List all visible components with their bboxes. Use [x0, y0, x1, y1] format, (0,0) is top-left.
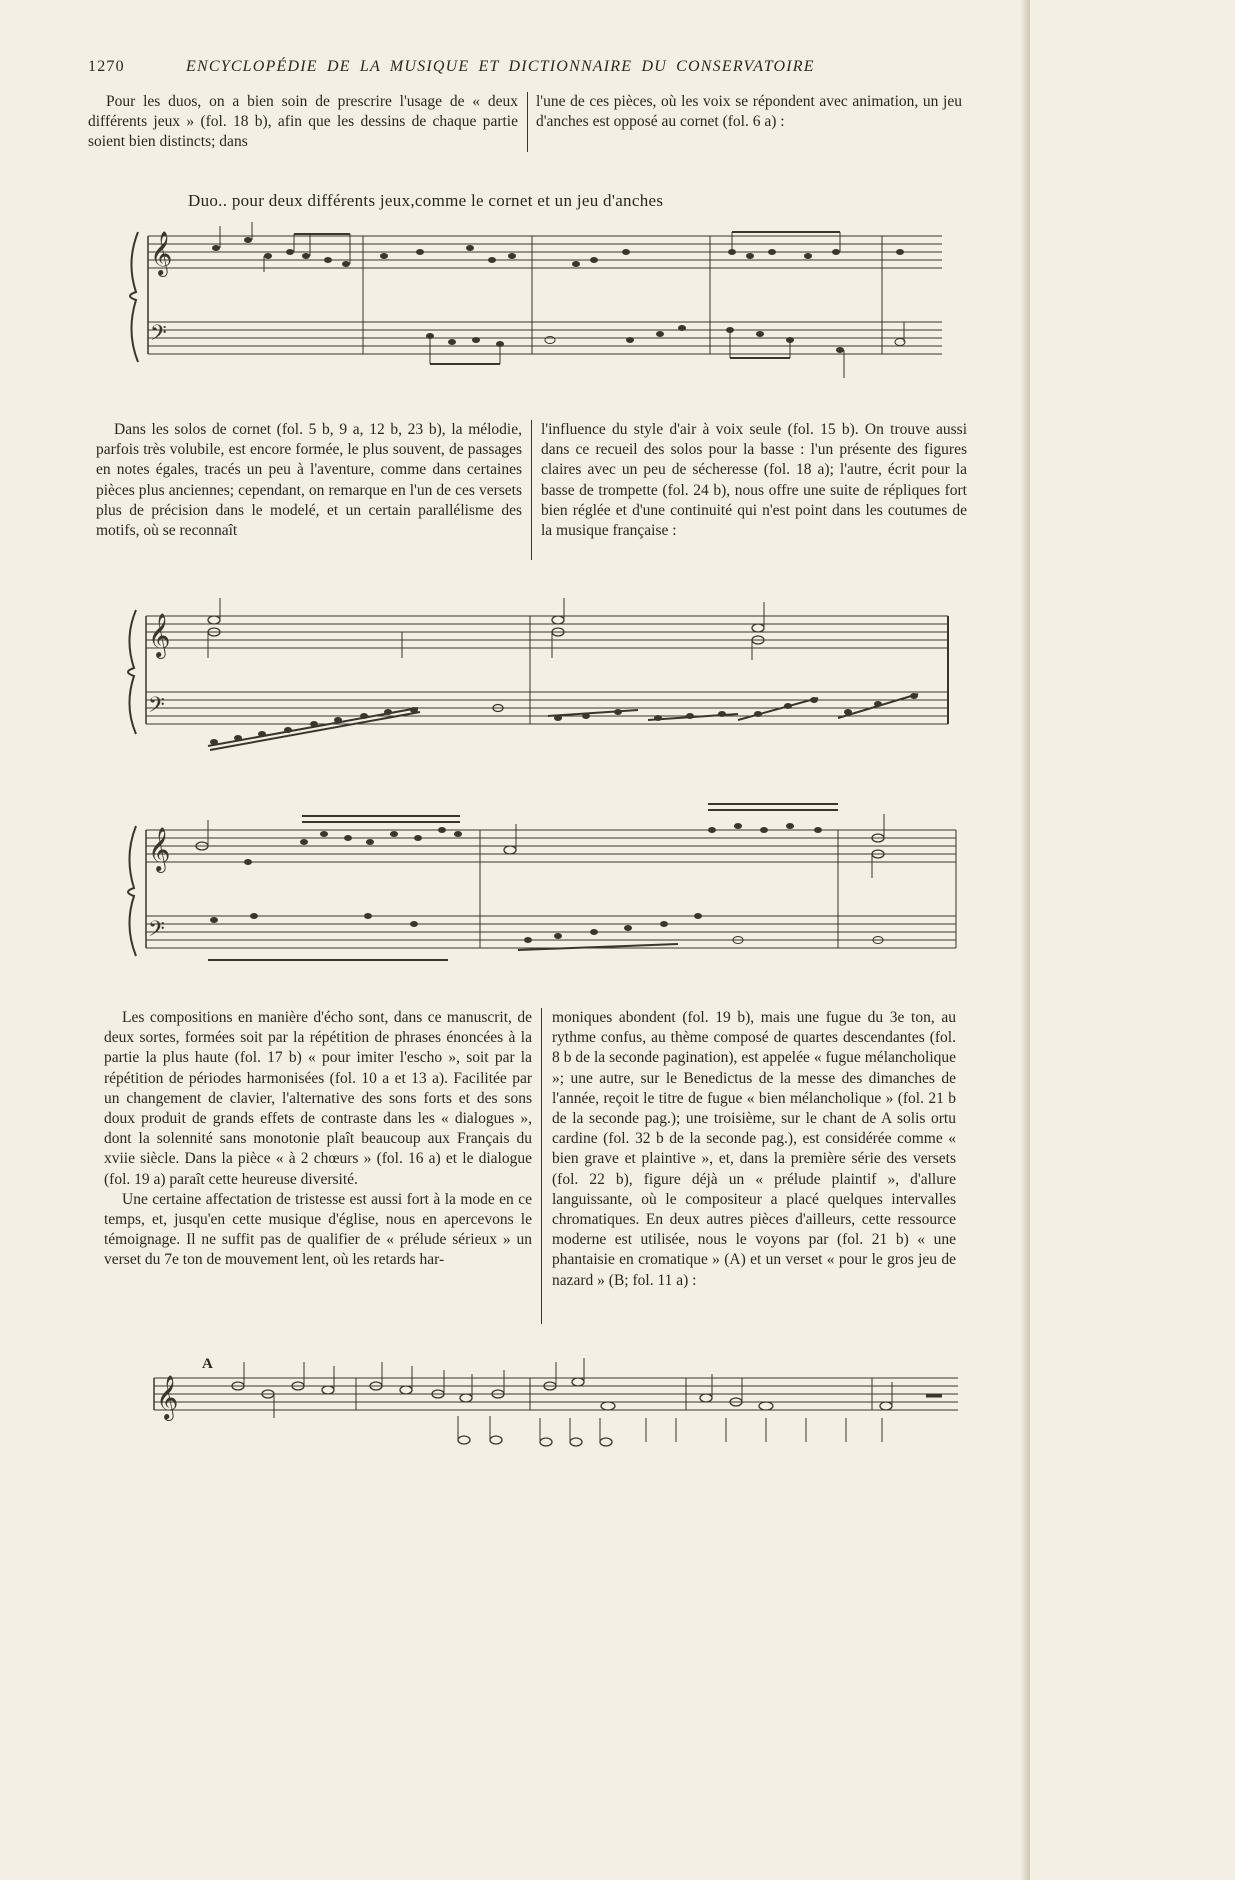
column-rule [527, 92, 528, 152]
text-block-3-left [104, 1008, 532, 1271]
paragraph: Les compositions en manière d'écho sont, dans ce manuscrit, de deux sortes, formées soit par la répétition de phrases énoncées à la partie la plus haute (fol. 17 b) « pour imiter l'escho », soit par la répétition de périodes harmonisées (fol. 10 a et 13 a). Facilitée par un changement de clavier, l'alternative des sons forts et des sons doux produit de grands effets de contraste dans les « dialogues », dont la solennité sans monotonie plaît beaucoup aux Français du xviie siècle. Dans la pièce « à 2 chœurs » (fol. 16 a) et le dialogue (fol. 19 a) paraît cette heureuse diversité. [104, 1009, 532, 1188]
score-chromatic-fantasy [146, 1356, 966, 1452]
treble-clef-icon: 𝄞 [148, 613, 171, 657]
paragraph: l'une de ces pièces, où les voix se répondent avec animation, un jeu d'anches est opposé au cornet (fol. 6 a) : [536, 93, 962, 131]
column-rule [531, 420, 532, 560]
text-block-1-left [88, 92, 518, 153]
score-duo [120, 222, 950, 382]
text-block-3-right [552, 1008, 956, 1291]
music-example-2 [118, 598, 953, 758]
music-example-3 [118, 800, 958, 968]
brace-icon [128, 610, 136, 734]
music-example-4 [146, 1356, 966, 1452]
score-bass-solo-2 [118, 800, 958, 968]
score-bass-solo-1 [118, 598, 953, 758]
text-block-2-right [541, 420, 967, 541]
column-rule [541, 1008, 542, 1324]
example-label: A [202, 1356, 213, 1372]
paragraph: Une certaine affectation de tristesse est aussi fort à la mode en ce temps, et, jusqu'en cette musique d'église, nous en apercevons le témoignage. Il ne suffit pas de qualifier de « prélude sérieux » un verset du 7e ton de mouvement lent, où les retards har- [104, 1190, 532, 1269]
music-example-caption: Duo.. pour deux différents jeux,comme le cornet et un jeu d'anches [188, 191, 664, 210]
brace-icon [128, 826, 136, 956]
brace-icon [130, 232, 138, 362]
paragraph: l'influence du style d'air à voix seule (fol. 15 b). On trouve aussi dans ce recueil des solos pour la basse : l'un présente des figures claires avec un peu de sécheresse (fol. 18 a); l'autre, écrit pour la basse de trompette (fol. 24 b), nous offre une suite de répliques fort bien réglée et d'une continuité qui n'est point dans les coutumes de la musique française : [541, 421, 967, 540]
bass-clef-icon: 𝄢 [148, 917, 165, 947]
treble-clef-icon: 𝄞 [148, 827, 171, 871]
treble-clef-icon: 𝄞 [150, 231, 173, 275]
text-block-1-right [536, 92, 962, 132]
paragraph: Pour les duos, on a bien soin de prescrire l'usage de « deux différents jeux » (fol. 18 b), afin que les dessins de chaque partie soient bien distincts; dans [88, 93, 518, 151]
bass-clef-icon: 𝄢 [148, 693, 165, 723]
bass-clef-icon: 𝄢 [150, 321, 167, 351]
treble-clef-icon: 𝄞 [156, 1375, 179, 1419]
page-number: 1270 [88, 58, 125, 75]
paragraph: Dans les solos de cornet (fol. 5 b, 9 a, 12 b, 23 b), la mélodie, parfois très volubile, est encore formée, le plus souvent, de passages en notes égales, tracés un peu à l'aventure, comme dans certaines pièces plus anciennes; cependant, on remarque en l'un de ces versets plus de précision dans le modelé, et un certain parallélisme des motifs, où se reconnaît [96, 421, 522, 540]
page-edge-shadow [1020, 0, 1030, 1880]
text-block-2-left [96, 420, 522, 541]
running-title: ENCYCLOPÉDIE DE LA MUSIQUE ET DICTIONNAIRE DU CONSERVATOIRE [186, 58, 815, 75]
paragraph: moniques abondent (fol. 19 b), mais une fugue du 3e ton, au rythme confus, au thème composé de quartes descendantes (fol. 8 b de la seconde pagination), est appelée « fugue mélancholique »; une autre, sur le Benedictus de la messe des dimanches de l'année, reçoit le titre de fugue « bien mélancholique » (fol. 21 b de la seconde pag.); une troisième, sur le chant de A solis ortu cardine (fol. 32 b de la seconde pag.), est considérée comme « bien grave et plaintive », et, dans la première série des versets (fol. 22 b), figure déjà un « prélude plaintif », d'allure languissante, où le compositeur a placé quelques intervalles chromatiques. En deux autres pièces d'ailleurs, cette ressource moderne est utilisée, nous le voyons par (fol. 21 b) « une phantaisie en cromatique » (A) et un verset « pour le gros jeu de nazard » (B; fol. 11 a) : [552, 1009, 956, 1289]
music-example-1 [120, 222, 950, 382]
